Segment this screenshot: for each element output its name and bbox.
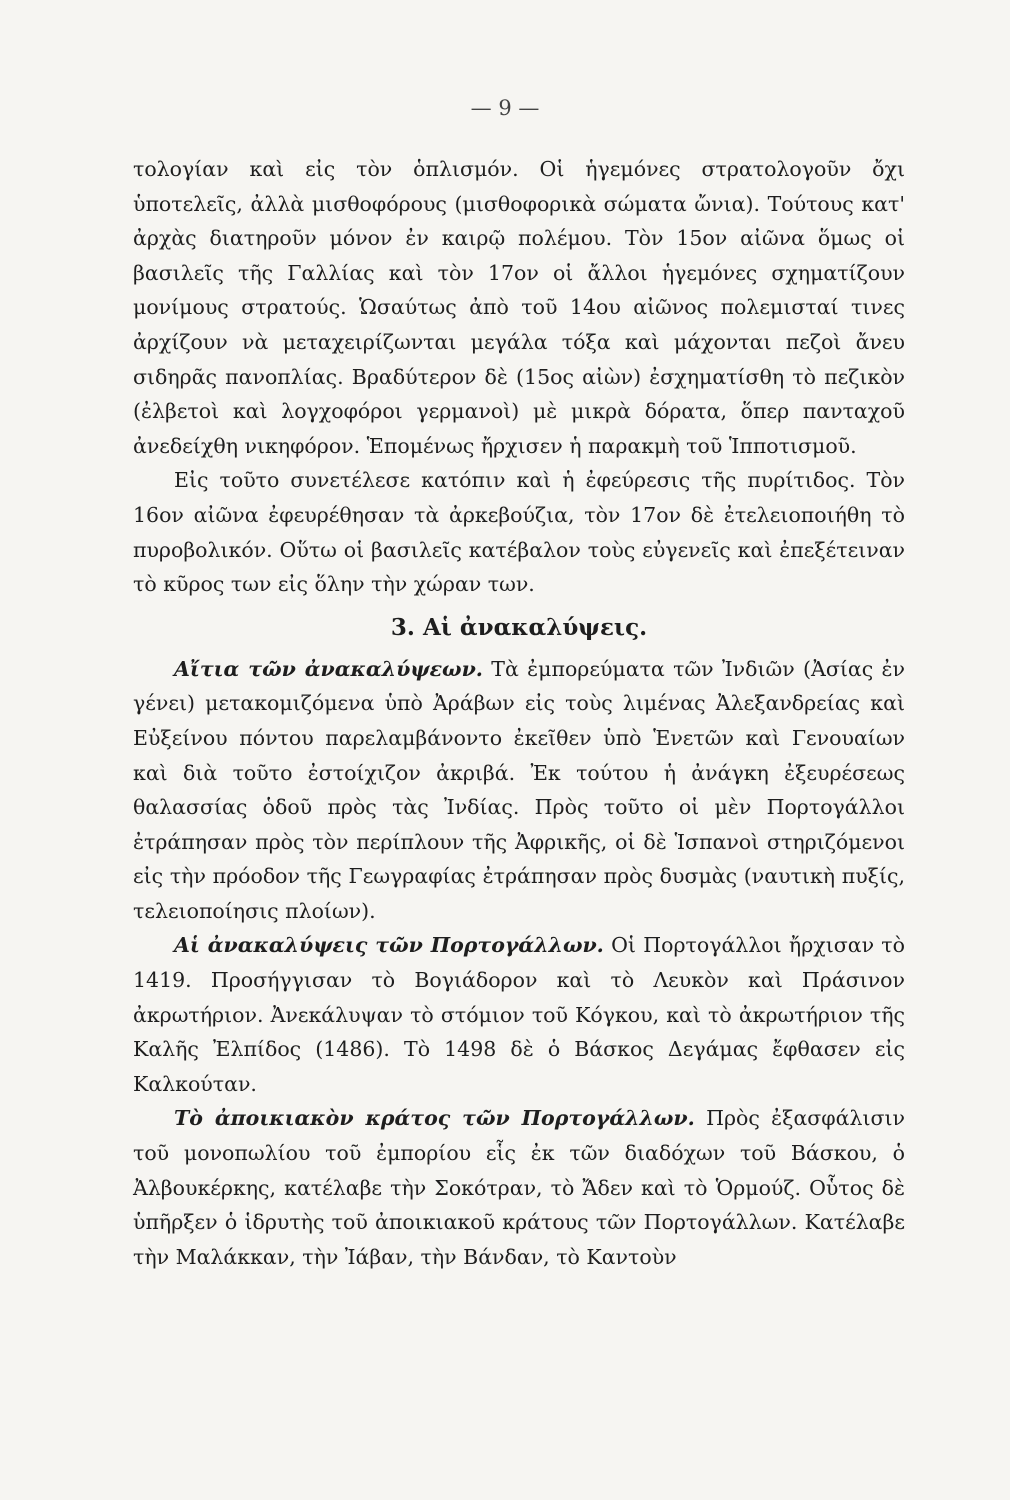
paragraph-causes-text: Τὰ ἐμπορεύματα τῶν Ἰνδιῶν (Ἀσίας ἐν γένει) μετακομιζόμενα ὑπὸ Ἀράβων εἰς τοὺς λιμένας Ἀλεξανδρείας καὶ Εὐξείνου πόντου παρελαμβάνοντο ἐκεῖθεν ὑπὸ Ἑνετῶν καὶ Γενουαίων καὶ διὰ τοῦτο ἐστοίχιζον ἀκριβά. Ἐκ τούτου ἡ ἀνάγκη ἐξευρέσεως θαλασσίας ὁδοῦ πρὸς τὰς Ἰνδίας. Πρὸς τοῦτο οἱ μὲν Πορτογάλλοι ἐτράπησαν πρὸς τὸν περίπλουν τῆς Ἀφρικῆς, οἱ δὲ Ἱσπανοὶ στηριζόμενοι εἰς τὴν πρόοδον τῆς Γεωγραφίας ἐτράπησαν πρὸς δυσμὰς (ναυτικὴ πυξίς, τελειοποίησις πλοίων).	[133, 656, 905, 923]
subheading-portuguese-discoveries: Αἱ ἀνακαλύψεις τῶν Πορτογάλλων.	[174, 933, 604, 958]
paragraph-infantry: τολογίαν καὶ εἰς τὸν ὁπλισμόν. Οἱ ἡγεμόνες στρατολογοῦν ὄχι ὑποτελεῖς, ἀλλὰ μισθοφόρους (μισθοφορικὰ σώματα ὤνια). Τούτους κατ' ἀρχὰς διατηροῦν μόνον ἐν καιρῷ πολέμου. Τὸν 15ον αἰῶνα ὅμως οἱ βασιλεῖς τῆς Γαλλίας καὶ τὸν 17ον οἱ ἄλλοι ἡγεμόνες σχηματίζουν μονίμους στρατούς. Ὡσαύτως ἀπὸ τοῦ 14ου αἰῶνος πολεμισταί τινες ἀρχίζουν νὰ μεταχειρίζωνται μεγάλα τόξα καὶ μάχονται πεζοὶ ἄνευ σιδηρᾶς πανοπλίας. Βραδύτερον δὲ (15ος αἰὼν) ἐσχηματίσθη τὸ πεζικὸν (ἐλβετοὶ καὶ λογχοφόροι γερμανοὶ) μὲ μικρὰ δόρατα, ὅπερ πανταχοῦ ἀνεδείχθη νικηφόρον. Ἑπομένως ἤρχισεν ἡ παρακμὴ τοῦ Ἱπποτισμοῦ.	[133, 157, 905, 458]
subheading-causes: Αἴτια τῶν ἀνακαλύψεων.	[174, 656, 483, 681]
paragraph-causes	[133, 652, 905, 929]
paragraph-portuguese-discoveries	[133, 928, 905, 1101]
subheading-colonial-state: Τὸ ἀποικιακὸν κράτος τῶν Πορτογάλλων.	[174, 1106, 695, 1131]
body-text	[133, 152, 905, 1274]
page-number: — 9 —	[470, 96, 540, 120]
paragraph-portuguese-discoveries-text: Οἱ Πορτογάλλοι ἤρχισαν τὸ 1419. Προσήγγισαν τὸ Βογιάδορον καὶ τὸ Λευκὸν καὶ Πράσινον ἀκρωτήριον. Ἀνεκάλυψαν τὸ στόμιον τοῦ Κόγκου, καὶ τὸ ἀκρωτήριον τῆς Καλῆς Ἐλπίδος (1486). Τὸ 1498 δὲ ὁ Βάσκος Δεγάμας ἔφθασεν εἰς Καλκούταν.	[133, 933, 905, 1096]
section-heading: 3. Αἱ ἀνακαλύψεις.	[390, 613, 648, 641]
paragraph-colonial-state-text: Πρὸς ἐξασφάλισιν τοῦ μονοπωλίου τοῦ ἐμπορίου εἷς ἐκ τῶν διαδόχων τοῦ Βάσκου, ὁ Ἀλβουκέρκης, κατέλαβε τὴν Σοκότραν, τὸ Ἄδεν καὶ τὸ Ὁρμούζ. Οὗτος δὲ ὑπῆρξεν ὁ ἱδρυτὴς τοῦ ἀποικιακοῦ κράτους τῶν Πορτογάλλων. Κατέλαβε τὴν Μαλάκκαν, τὴν Ἰάβαν, τὴν Βάνδαν, τὸ Καντοὺν	[133, 1106, 906, 1269]
paragraph-colonial-state	[133, 1101, 905, 1274]
paragraph-gunpowder: Εἰς τοῦτο συνετέλεσε κατόπιν καὶ ἡ ἐφεύρεσις τῆς πυρίτιδος. Τὸν 16ον αἰῶνα ἐφευρέθησαν τὰ ἀρκεβούζια, τὸν 17ον δὲ ἐτελειοποιήθη τὸ πυροβολικόν. Οὕτω οἱ βασιλεῖς κατέβαλον τοὺς εὐγενεῖς καὶ ἐπεξέτειναν τὸ κῦρος των εἰς ὅλην τὴν χώραν των.	[133, 468, 905, 597]
